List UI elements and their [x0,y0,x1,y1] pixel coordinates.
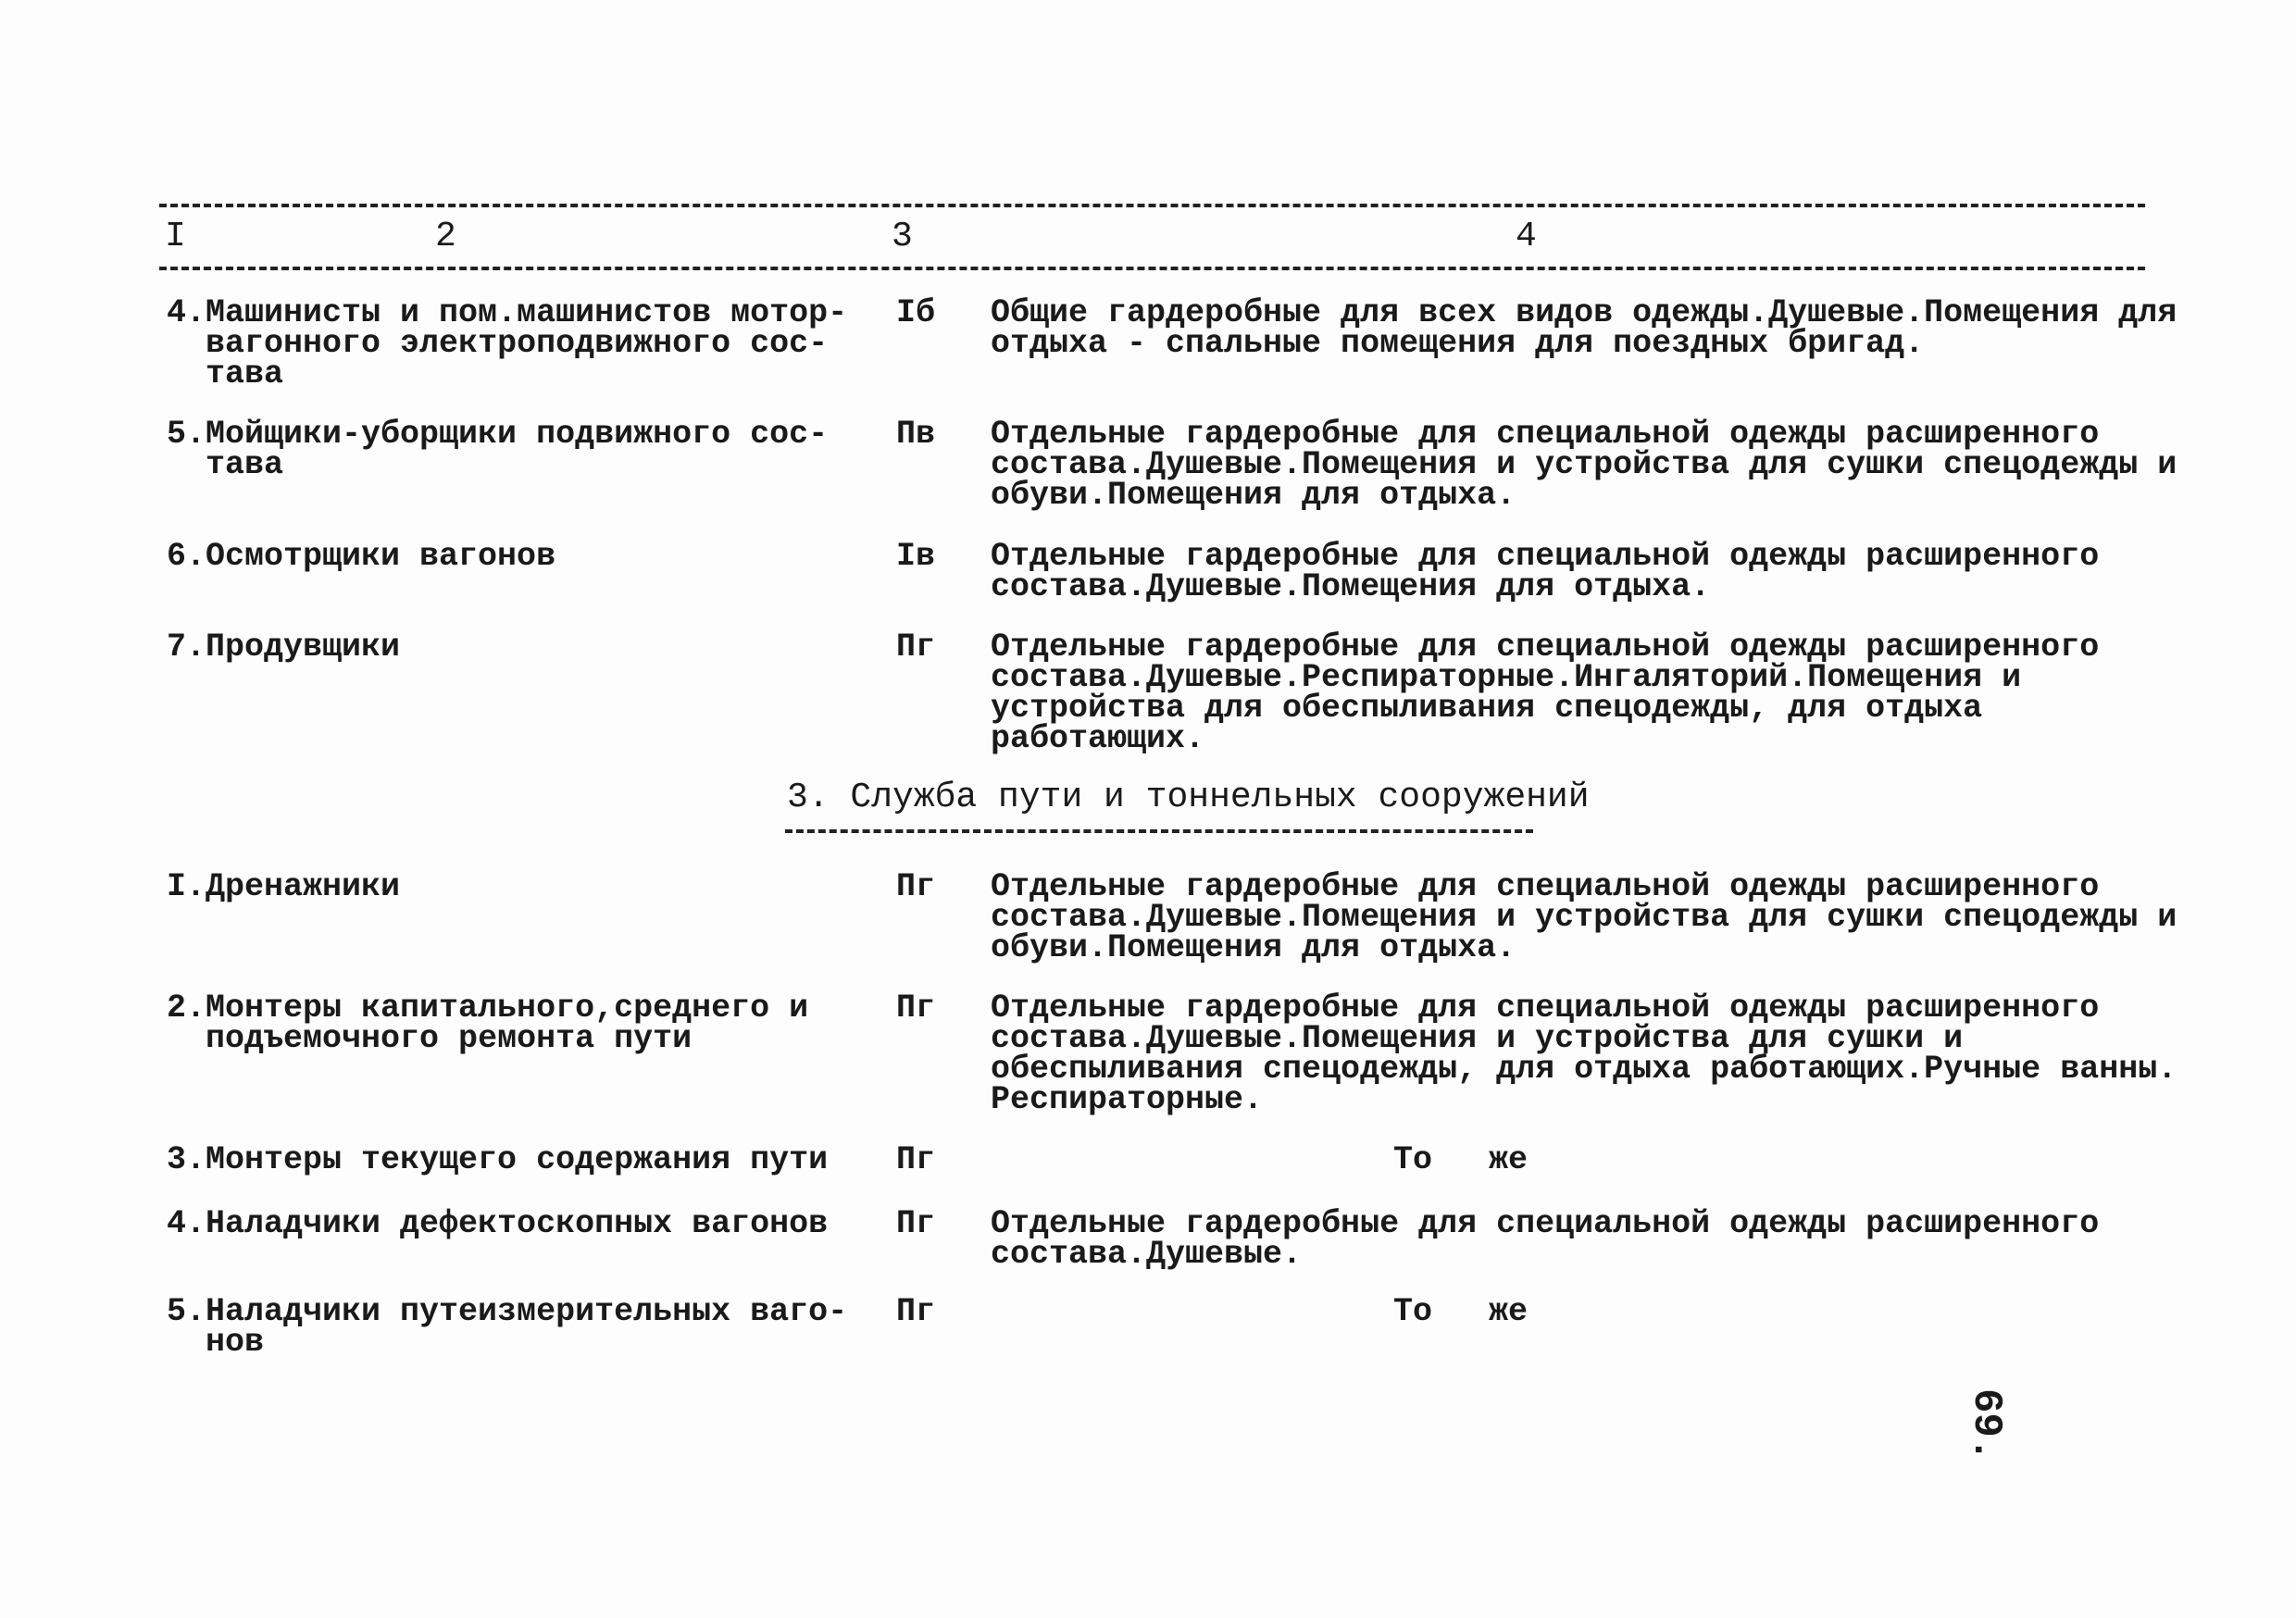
occupation-name: 5.Мойщики-уборщики подвижного сос- тава [167,416,829,483]
section-title: 3. Служба пути и тоннельных сооружений [787,778,1590,817]
facilities-description: Отдельные гардеробные для специальной одежды расширенного состава.Душевые.Респираторные.Ингаляторий.Помещения и устройства для обеспыливания спецодежды, для отдыха работающих. [991,629,2100,757]
facilities-description: Отдельные гардеробные для специальной одежды расширенного состава.Душевые.Помещения и устройства для сушки спецодежды и обуви.Помещения для отдыха. [991,416,2177,514]
column-header-3: 3 [892,217,913,256]
facilities-description: Отдельные гардеробные для специальной одежды расширенного состава.Душевые.Помещения для отдыха. [991,538,2100,605]
occupation-name: 2.Монтеры капитального,среднего и подъемочного ремонта пути [167,989,809,1057]
group-code: Пг [896,1205,936,1242]
facilities-description: Отдельные гардеробные для специальной одежды расширенного состава.Душевые. [991,1205,2100,1273]
group-code: Пг [896,629,936,666]
facilities-description: Отдельные гардеробные для специальной одежды расширенного состава.Душевые.Помещения и устройства для сушки спецодежды и обуви.Помещения для отдыха. [991,868,2177,966]
facilities-description: То же [1393,1293,1529,1330]
group-code: Пг [896,989,936,1027]
group-code: Iв [896,538,936,575]
section-title-underline [785,829,1533,833]
header-top-rule [159,204,2145,207]
facilities-description: Отдельные гардеробные для специальной одежды расширенного состава.Душевые.Помещения и устройства для сушки и обеспыливания спецодежды, для отдыха работающих.Ручные ванны. Респираторные. [991,989,2177,1118]
column-header-2: 2 [435,217,456,256]
occupation-name: 4.Наладчики дефектоскопных вагонов [167,1205,829,1242]
occupation-name: I.Дренажники [167,868,401,905]
column-header-1: I [165,217,186,256]
occupation-name: 7.Продувщики [167,629,401,666]
occupation-name: 4.Машинисты и пом.машинистов мотор- вагонного электроподвижного сос- тава [167,294,848,392]
group-code: Iб [896,294,936,331]
group-code: Пг [896,1293,936,1330]
group-code: Пг [896,1141,936,1178]
facilities-description: То же [1393,1141,1529,1178]
page-number: 69. [1963,1388,2009,1462]
occupation-name: 6.Осмотрщики вагонов [167,538,556,575]
occupation-name: 3.Монтеры текущего содержания пути [167,1141,829,1178]
occupation-name: 5.Наладчики путеизмерительных ваго- нов [167,1293,848,1361]
group-code: Пг [896,868,936,905]
header-bottom-rule [159,267,2145,270]
column-header-4: 4 [1516,217,1537,256]
facilities-description: Общие гардеробные для всех видов одежды.Душевые.Помещения для отдыха - спальные помещения для поездных бригад. [991,294,2177,362]
group-code: Пв [896,416,936,453]
